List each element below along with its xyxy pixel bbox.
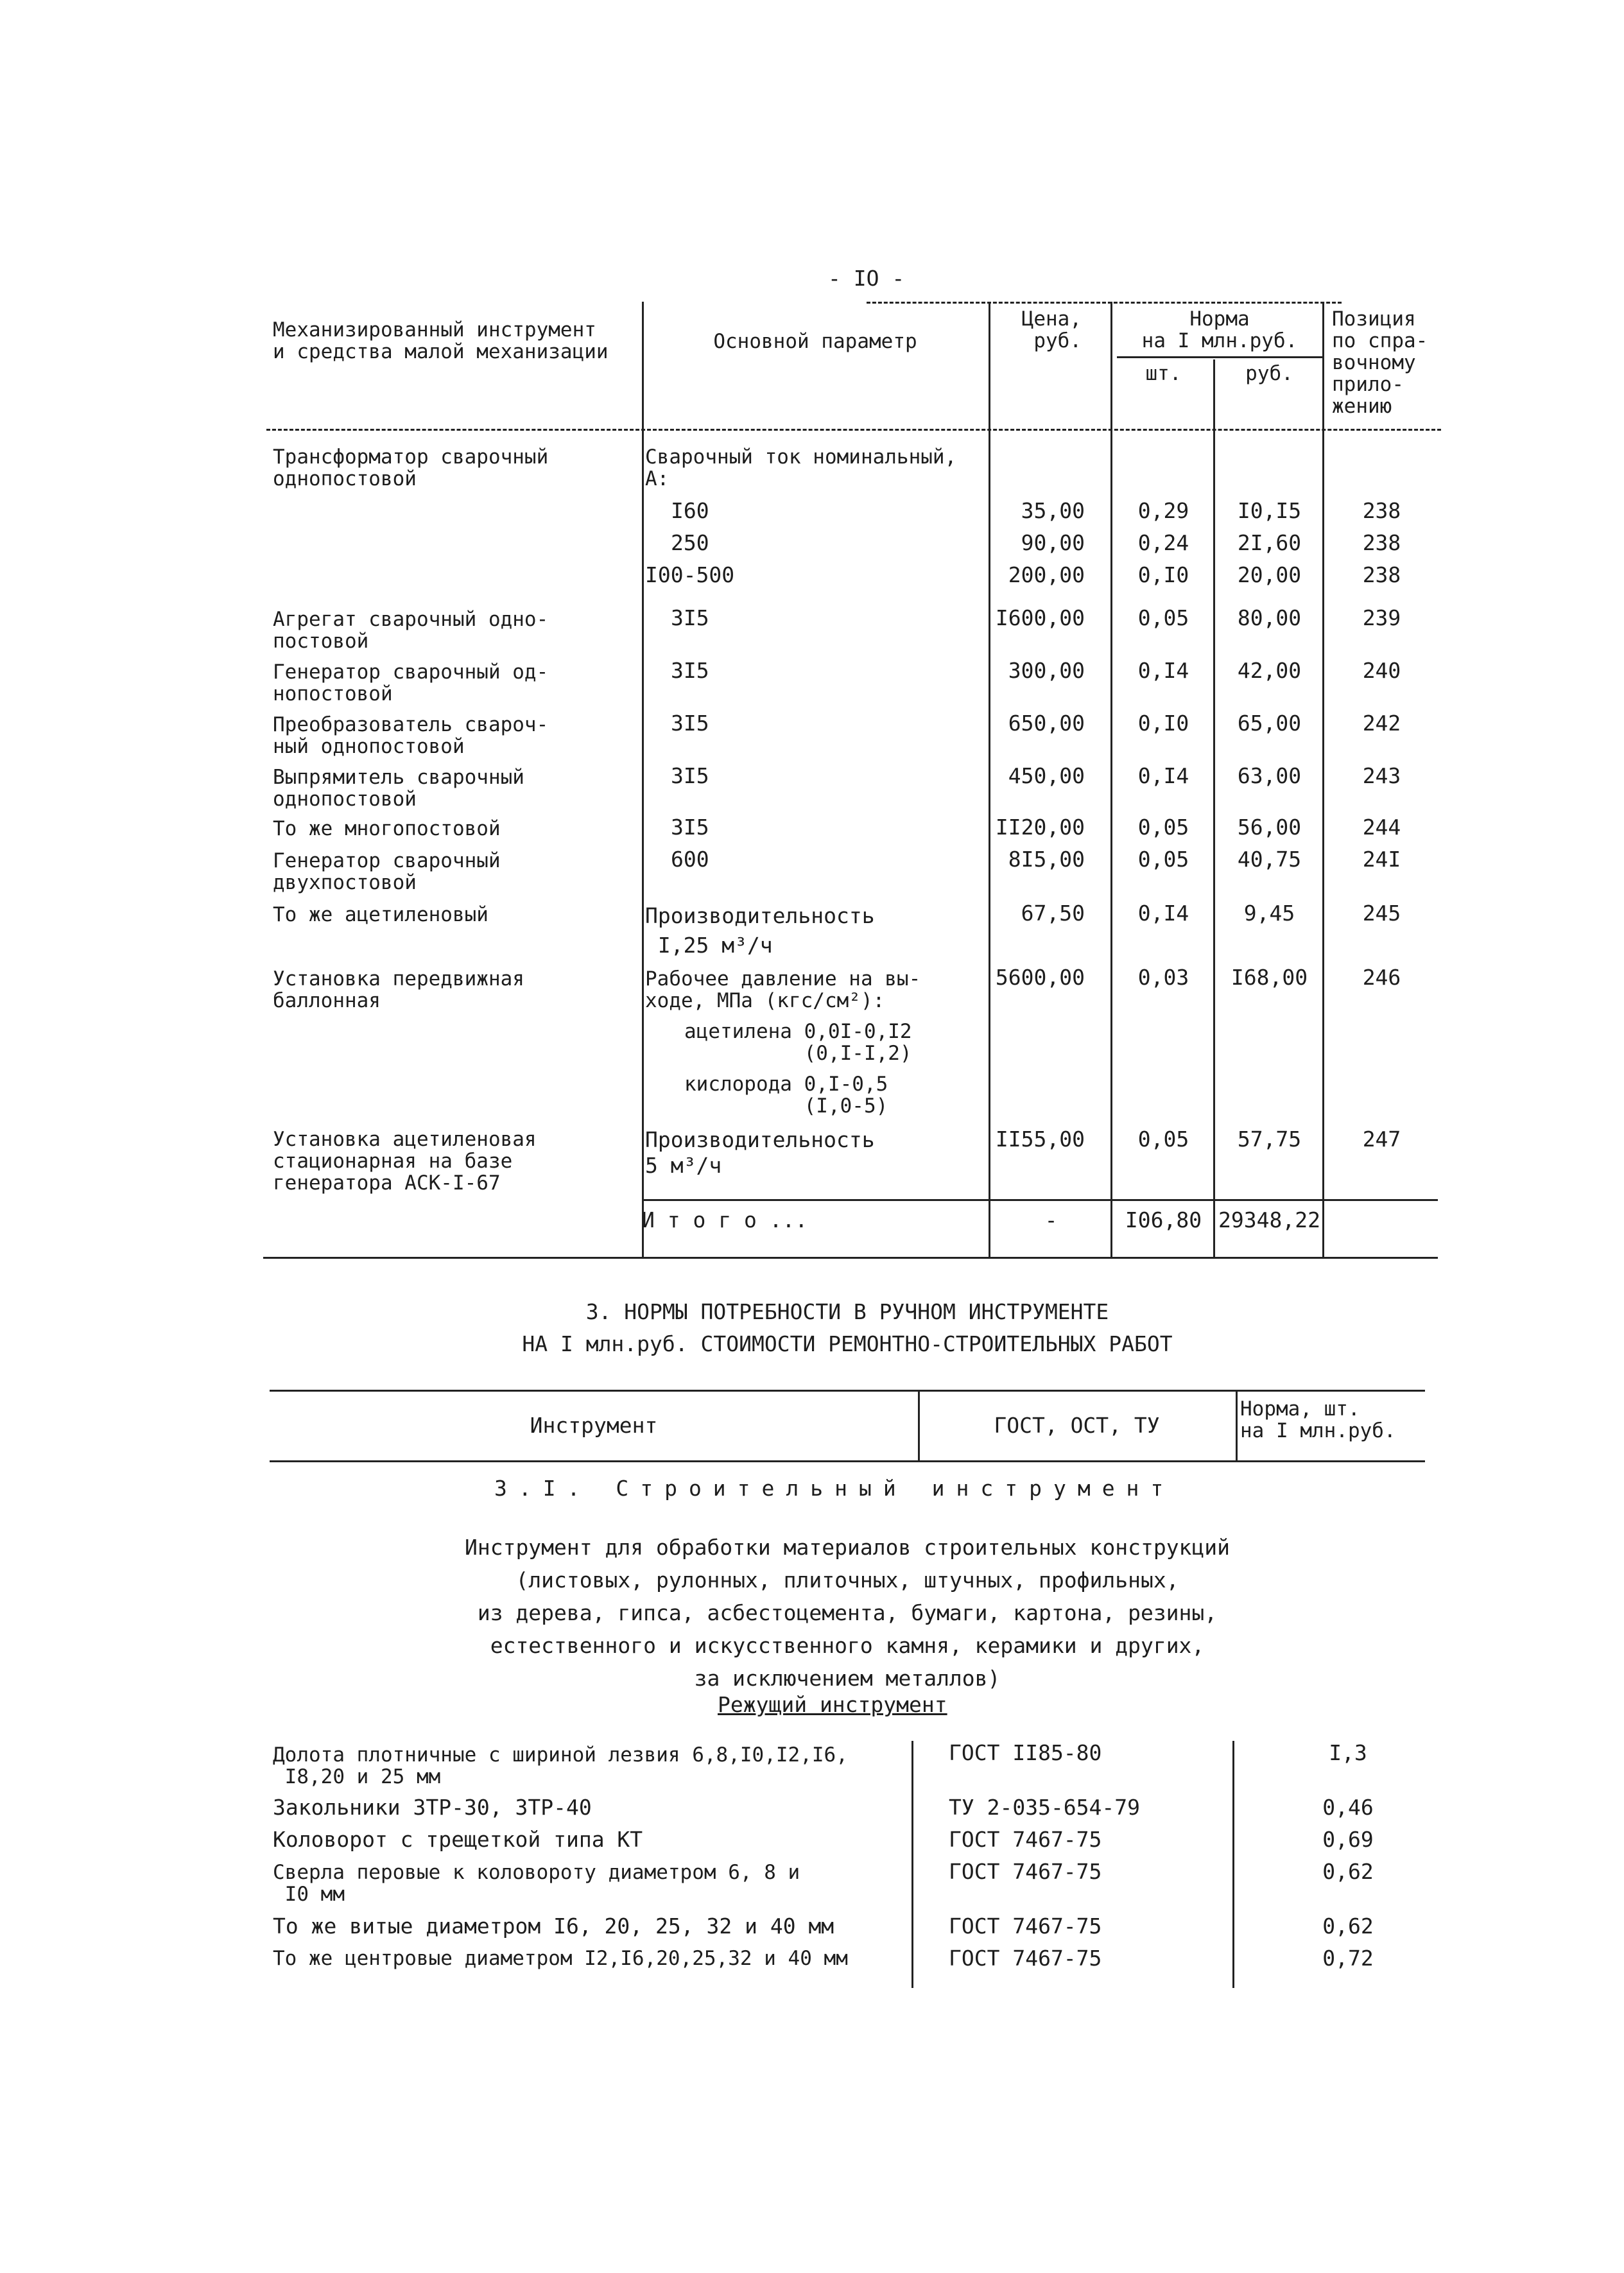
row-param: 3I5 [671,763,709,788]
header-parameter: Основной параметр [713,330,917,353]
row-pcs: 0,05 [1137,605,1189,630]
tool-gost: ГОСТ 7467-75 [949,1946,1102,1971]
col-divider-pos [1322,302,1324,1258]
row-pos: 243 [1362,763,1401,788]
row-pcs: 0,I4 [1137,763,1189,788]
tool-gost: ГОСТ 7467-75 [949,1859,1102,1884]
header-instrument: Механизированный инструмент и средства малой механизации [273,318,609,363]
row-rub: 9,45 [1243,901,1295,926]
table-bottom-line [263,1257,1438,1259]
section-title-line2: НА I млн.руб. СТОИМОСТИ РЕМОНТНО-СТРОИТЕЛЬНЫХ РАБОТ [522,1331,1173,1356]
row-param: Рабочее давление на вы- ходе, МПа (кгс/см²): [645,967,921,1012]
tool-norm: 0,72 [1322,1946,1374,1971]
row-rub: 56,00 [1237,815,1302,840]
row-name: Генератор сварочный двухпостовой [273,849,501,894]
tool-gost: ГОСТ II85-80 [949,1740,1102,1765]
row-pos: 245 [1362,901,1401,926]
col-divider-param [642,302,644,1258]
row-name: Преобразователь свароч- ный однопостовой [273,713,549,758]
row-pcs: 0,I4 [1137,658,1189,683]
tool-gost: ТУ 2-035-654-79 [949,1795,1141,1820]
header-price: Цена, руб. [1021,307,1082,352]
header-bottom-line [266,429,1441,431]
total-label: И т о г о ... [642,1207,808,1232]
row-param: кислорода 0,I-0,5 (I,0-5) [684,1073,888,1118]
subsection-title: 3.I. Строительный инструмент [494,1476,1175,1501]
row-pos: 242 [1362,711,1401,736]
row-param: 3I5 [671,815,709,840]
hand-header-instrument: Инструмент [530,1413,658,1438]
total-pcs: I06,80 [1125,1207,1202,1232]
row-pcs: 0,29 [1137,498,1189,523]
row-pcs: 0,05 [1137,847,1189,872]
page-number: - IO - [828,266,905,291]
row-rub: 2I,60 [1237,530,1302,555]
tool-norm: 0,46 [1322,1795,1374,1820]
row-pcs: 0,I0 [1137,562,1189,587]
row-param: Сварочный ток номинальный, А: [645,445,957,490]
tool-norm: 0,69 [1322,1827,1374,1852]
row-param: 250 [671,530,709,555]
row-pcs: 0,24 [1137,530,1189,555]
row-price: 8I5,00 [1008,847,1085,872]
col-divider-pcs [1110,302,1112,1258]
header-norm: Норма на I млн.руб. [1141,307,1298,352]
row-price: 90,00 [1021,530,1085,555]
row-pos: 240 [1362,658,1401,683]
row-pcs: 0,03 [1137,965,1189,990]
row-name: Агрегат сварочный одно- постовой [273,608,549,653]
row-name: Трансформатор сварочный однопостовой [273,445,549,490]
header-rub: руб. [1245,362,1293,385]
row-param: 3I5 [671,711,709,736]
col-divider-price [989,302,990,1258]
row-price: II55,00 [995,1127,1085,1152]
row-param: 600 [671,847,709,872]
tool-name: То же витые диаметром I6, 20, 25, 32 и 40 мм [273,1914,834,1939]
tool-name: То же центровые диаметром I2,I6,20,25,32 и 40 мм [273,1947,848,1970]
row-price: 67,50 [1021,901,1085,926]
tool-name: Долота плотничные с шириной лезвия 6,8,I0,I2,I6, I8,20 и 25 мм [273,1743,848,1788]
row-param: I60 [671,498,709,523]
hand-rows-divider-2 [1232,1741,1234,1988]
row-pcs: 0,I0 [1137,711,1189,736]
row-param: ацетилена 0,0I-0,I2 (0,I-I,2) [684,1020,912,1065]
row-pcs: 0,05 [1137,815,1189,840]
header-pcs: шт. [1145,362,1182,385]
hand-table-top-line [270,1390,1425,1392]
table-top-dash [867,302,1342,304]
tool-norm: 0,62 [1322,1914,1374,1939]
row-name: Установка ацетиленовая стационарная на базе генератора АСК-I-67 [273,1128,537,1195]
norm-subheader-line [1117,356,1322,358]
row-rub: 20,00 [1237,562,1302,587]
tool-name: Закольники ЗТР-30, ЗТР-40 [273,1795,592,1820]
total-rub: 29348,22 [1218,1207,1320,1232]
hand-col-divider-2 [1236,1390,1238,1460]
row-param: 3I5 [671,605,709,630]
row-rub: I0,I5 [1237,498,1302,523]
row-pcs: 0,05 [1137,1127,1189,1152]
tool-name: Коловорот с трещеткой типа КТ [273,1827,643,1852]
row-price: 650,00 [1008,711,1085,736]
row-pos: 24I [1362,847,1401,872]
row-rub: 65,00 [1237,711,1302,736]
section-title-line1: 3. НОРМЫ ПОТРЕБНОСТИ В РУЧНОМ ИНСТРУМЕНТЕ [585,1299,1109,1324]
row-pcs: 0,I4 [1137,901,1189,926]
row-price: II20,00 [995,815,1085,840]
tool-norm: 0,62 [1322,1859,1374,1884]
row-rub: 80,00 [1237,605,1302,630]
col-divider-rub [1213,359,1215,1258]
row-param: Производительность I,25 м³/ч [645,903,875,958]
hand-header-norm: Норма, шт. на I млн.руб. [1240,1397,1396,1442]
hand-header-bottom-line [270,1460,1425,1462]
group-description: Инструмент для обработки материалов строительных конструкций (листовых, рулонных, плиточных, штучных, профильных, из дерева, гипса, асбестоцемента, бумаги, картона, резины, естественного и искусственного камня, керамики и других, за исключением металлов) [464,1535,1231,1691]
row-name: То же ацетиленовый [273,903,488,926]
row-rub: 40,75 [1237,847,1302,872]
total-price: - [1044,1207,1058,1232]
row-price: 200,00 [1008,562,1085,587]
row-price: 450,00 [1008,763,1085,788]
row-price: I600,00 [995,605,1085,630]
row-rub: 63,00 [1237,763,1302,788]
row-price: 300,00 [1008,658,1085,683]
row-pos: 244 [1362,815,1401,840]
row-param: Производительность 5 м³/ч [645,1127,875,1178]
tool-norm: I,3 [1329,1740,1367,1765]
row-pos: 246 [1362,965,1401,990]
row-pos: 247 [1362,1127,1401,1152]
row-pos: 239 [1362,605,1401,630]
row-price: 35,00 [1021,498,1085,523]
row-pos: 238 [1362,498,1401,523]
row-price: 5600,00 [995,965,1085,990]
row-name: Выпрямитель сварочный однопостовой [273,766,524,811]
row-rub: 42,00 [1237,658,1302,683]
row-name: То же многопостовой [273,817,501,840]
row-pos: 238 [1362,562,1401,587]
row-name: Установка передвижная баллонная [273,967,524,1012]
tool-gost: ГОСТ 7467-75 [949,1914,1102,1939]
row-rub: 57,75 [1237,1127,1302,1152]
tool-name: Сверла перовые к коловороту диаметром 6, 8 и I0 мм [273,1861,800,1906]
row-param: I00-500 [645,562,735,587]
row-rub: I68,00 [1231,965,1308,990]
total-top-line [642,1199,1438,1201]
row-param: 3I5 [671,658,709,683]
hand-rows-divider-1 [911,1741,913,1988]
header-position: Позиция по спра- вочному прило- жению [1332,307,1428,418]
group-title: Режущий инструмент [718,1692,947,1717]
tool-gost: ГОСТ 7467-75 [949,1827,1102,1852]
row-pos: 238 [1362,530,1401,555]
row-name: Генератор сварочный од- нопостовой [273,661,549,705]
hand-header-gost: ГОСТ, ОСТ, ТУ [994,1413,1160,1438]
